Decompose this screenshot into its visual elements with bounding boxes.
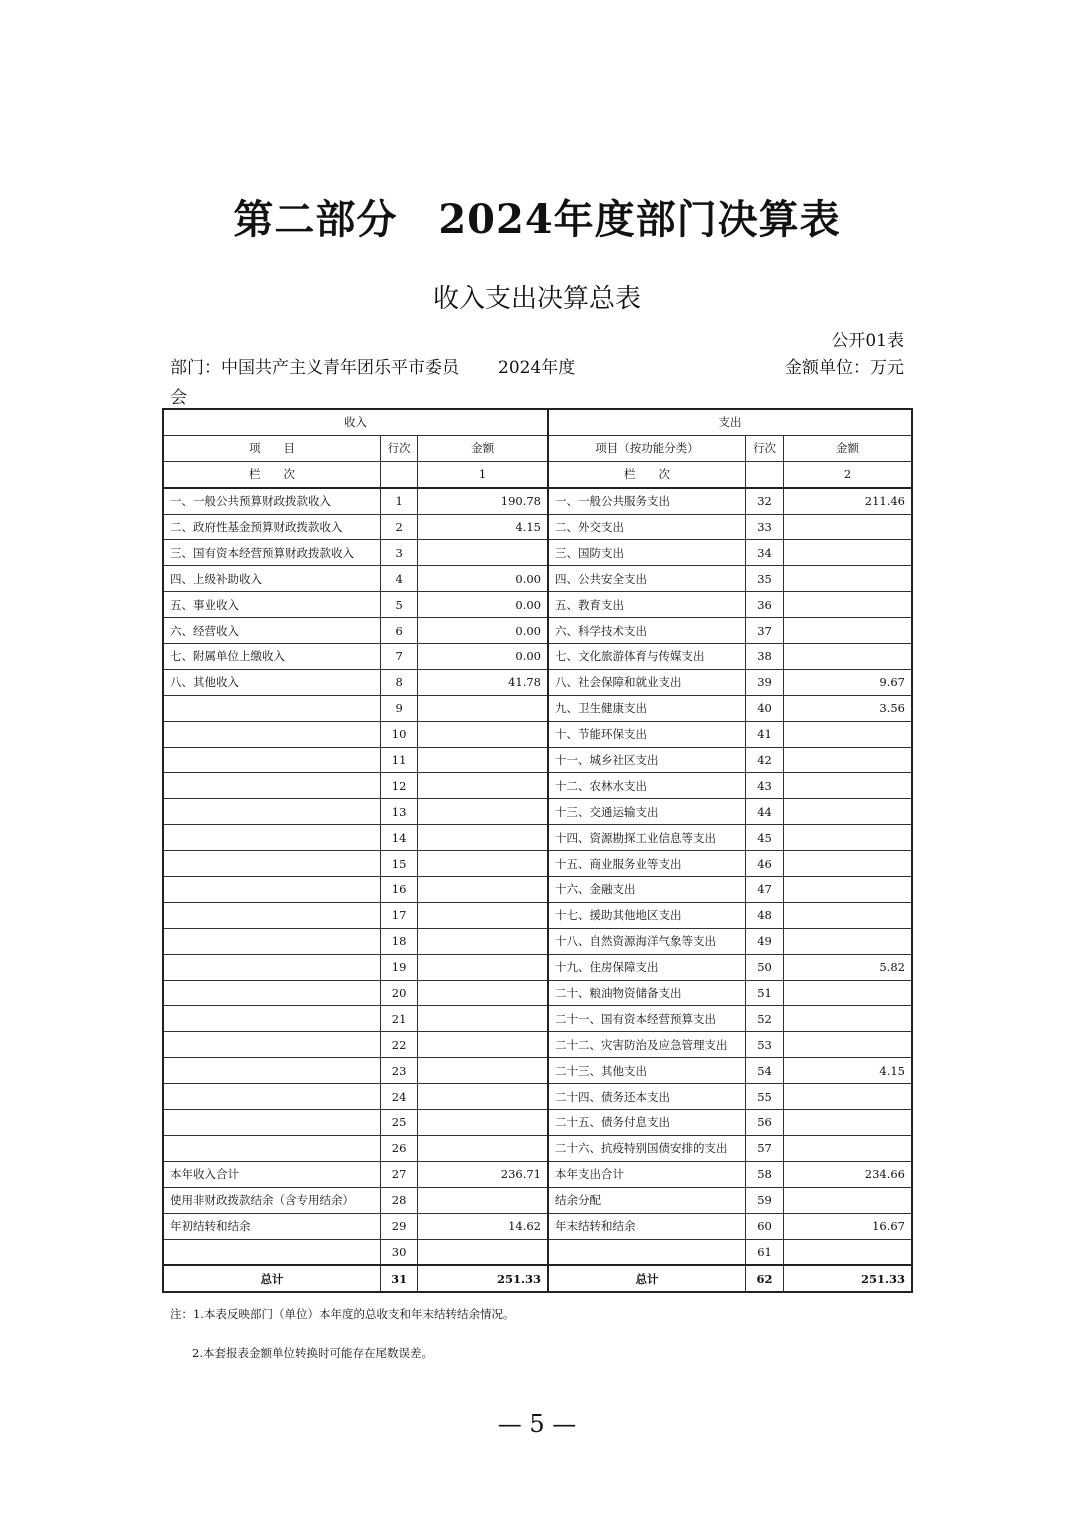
income-item: [163, 721, 381, 747]
expense-amount: [784, 825, 912, 851]
expense-row-no: 46: [746, 851, 784, 877]
income-item: [163, 980, 381, 1006]
expense-item: 八、社会保障和就业支出: [548, 669, 746, 695]
income-item: [163, 1135, 381, 1161]
income-row-no: 7: [381, 644, 418, 670]
income-item: 四、上级补助收入: [163, 566, 381, 592]
expense-item: 十一、城乡社区支出: [548, 747, 746, 773]
carry-in-amount: 14.62: [418, 1213, 548, 1239]
income-amount: 190.78: [418, 488, 548, 514]
carry-in-no: 29: [381, 1213, 418, 1239]
income-row-no: 21: [381, 1006, 418, 1032]
expense-row-no: 50: [746, 954, 784, 980]
expense-item: 十八、自然资源海洋气象等支出: [548, 928, 746, 954]
nonfiscal-row: [163, 1187, 912, 1213]
table-row: [163, 618, 912, 644]
expense-row-no: 49: [746, 928, 784, 954]
expense-row-no: 35: [746, 566, 784, 592]
expense-row-no: 48: [746, 902, 784, 928]
col-row-header: 行次: [381, 435, 418, 461]
income-row-no: 17: [381, 902, 418, 928]
income-amount: [418, 747, 548, 773]
income-amount: [418, 928, 548, 954]
income-amount: [418, 1006, 548, 1032]
income-item: [163, 902, 381, 928]
income-row-no: 26: [381, 1135, 418, 1161]
expense-amount: 4.15: [784, 1058, 912, 1084]
table-row: [163, 1032, 912, 1058]
expense-item: 二十二、灾害防治及应急管理支出: [548, 1032, 746, 1058]
grand-total-expense-amount: 251.33: [784, 1265, 912, 1292]
table-row: [163, 721, 912, 747]
income-expense-table: [162, 408, 913, 1293]
expense-amount: [784, 928, 912, 954]
expense-item: 二十五、债务付息支出: [548, 1110, 746, 1136]
table-row: [163, 540, 912, 566]
income-item: [163, 928, 381, 954]
expense-amount: [784, 1135, 912, 1161]
income-item: [163, 1006, 381, 1032]
table-row: [163, 1006, 912, 1032]
col-item-header: 项 目: [163, 435, 381, 461]
col-item-func-header: 项目（按功能分类）: [548, 435, 746, 461]
expense-row-no: 57: [746, 1135, 784, 1161]
table-row: [163, 902, 912, 928]
income-amount: [418, 1032, 548, 1058]
income-amount: [418, 825, 548, 851]
total-row: [163, 1161, 912, 1187]
income-row-no: 2: [381, 514, 418, 540]
blank-row: [163, 1239, 912, 1265]
col-amount-header: 金额: [418, 435, 548, 461]
income-item: 三、国有资本经营预算财政拨款收入: [163, 540, 381, 566]
expense-item: 七、文化旅游体育与传媒支出: [548, 644, 746, 670]
income-row-no: 3: [381, 540, 418, 566]
income-item: [163, 877, 381, 903]
expense-amount: [784, 514, 912, 540]
lanci-income-num: 1: [418, 461, 548, 487]
expense-item: 二十、粮油物资储备支出: [548, 980, 746, 1006]
income-row-no: 16: [381, 877, 418, 903]
expense-item: 十四、资源勘探工业信息等支出: [548, 825, 746, 851]
expense-row-no: 55: [746, 1084, 784, 1110]
blank-cell: [784, 1239, 912, 1265]
income-amount: [418, 1135, 548, 1161]
income-row-no: 6: [381, 618, 418, 644]
nonfiscal-no: 28: [381, 1187, 418, 1213]
income-row-no: 18: [381, 928, 418, 954]
income-amount: [418, 799, 548, 825]
expense-amount: [784, 773, 912, 799]
table-row: [163, 851, 912, 877]
income-row-no: 14: [381, 825, 418, 851]
income-item: [163, 851, 381, 877]
income-amount: 0.00: [418, 644, 548, 670]
table-row: [163, 592, 912, 618]
unit-label: 金额单位：万元: [785, 358, 904, 378]
nonfiscal-label: 使用非财政拨款结余（含专用结余）: [163, 1187, 381, 1213]
income-item: [163, 747, 381, 773]
expense-row-no: 53: [746, 1032, 784, 1058]
lanci-label: 栏 次: [163, 461, 381, 487]
table-row: [163, 825, 912, 851]
income-item: 一、一般公共预算财政拨款收入: [163, 488, 381, 514]
grand-total-expense-label: 总计: [548, 1265, 746, 1292]
expense-total-amount: 234.66: [784, 1161, 912, 1187]
carry-row: [163, 1213, 912, 1239]
table-row: [163, 799, 912, 825]
income-amount: [418, 877, 548, 903]
expense-amount: [784, 592, 912, 618]
col-row-header: 行次: [746, 435, 784, 461]
blank-cell: [548, 1239, 746, 1265]
column-header-row: [163, 435, 912, 461]
expense-row-no: 34: [746, 540, 784, 566]
income-row-no: 9: [381, 695, 418, 721]
table-header-row: [163, 409, 912, 435]
expense-row-no: 38: [746, 644, 784, 670]
expense-row-no: 32: [746, 488, 784, 514]
income-amount: [418, 851, 548, 877]
expense-item: 二、外交支出: [548, 514, 746, 540]
carry-out-label: 年末结转和结余: [548, 1213, 746, 1239]
income-item: [163, 695, 381, 721]
income-row-no: 8: [381, 669, 418, 695]
note-2: 2.本套报表金额单位转换时可能存在尾数误差。: [192, 1346, 433, 1360]
income-row-no: 22: [381, 1032, 418, 1058]
expense-row-no: 33: [746, 514, 784, 540]
blank-cell: [163, 1239, 381, 1265]
surplus-dist-no: 59: [746, 1187, 784, 1213]
expense-item: 九、卫生健康支出: [548, 695, 746, 721]
income-item: [163, 954, 381, 980]
grand-total-income-label: 总计: [163, 1265, 381, 1292]
income-total-no: 27: [381, 1161, 418, 1187]
expense-amount: [784, 902, 912, 928]
expense-row-no: 43: [746, 773, 784, 799]
income-row-no: 13: [381, 799, 418, 825]
surplus-dist-label: 结余分配: [548, 1187, 746, 1213]
expense-header: 支出: [548, 409, 912, 435]
expense-amount: [784, 799, 912, 825]
expense-item: 二十三、其他支出: [548, 1058, 746, 1084]
income-row-no: 24: [381, 1084, 418, 1110]
table-row: [163, 954, 912, 980]
income-row-no: 10: [381, 721, 418, 747]
page-number: — 5 —: [497, 1410, 577, 1438]
income-row-no: 11: [381, 747, 418, 773]
income-amount: [418, 695, 548, 721]
income-row-no: 15: [381, 851, 418, 877]
expense-item: 十七、援助其他地区支出: [548, 902, 746, 928]
table-row: [163, 695, 912, 721]
grand-total-income-amount: 251.33: [418, 1265, 548, 1292]
income-total-amount: 236.71: [418, 1161, 548, 1187]
expense-row-no: 42: [746, 747, 784, 773]
income-amount: [418, 1084, 548, 1110]
income-item: [163, 773, 381, 799]
lanci-empty: [381, 461, 418, 487]
table-row: [163, 877, 912, 903]
expense-amount: [784, 980, 912, 1006]
expense-row-no: 47: [746, 877, 784, 903]
expense-row-no: 45: [746, 825, 784, 851]
expense-item: 十六、金融支出: [548, 877, 746, 903]
income-item: 六、经营收入: [163, 618, 381, 644]
expense-item: 十三、交通运输支出: [548, 799, 746, 825]
expense-item: 二十一、国有资本经营预算支出: [548, 1006, 746, 1032]
income-item: 五、事业收入: [163, 592, 381, 618]
income-item: [163, 799, 381, 825]
surplus-dist-amount: [784, 1187, 912, 1213]
income-amount: 0.00: [418, 592, 548, 618]
table-row: [163, 488, 912, 514]
grand-total-income-no: 31: [381, 1265, 418, 1292]
expense-row-no: 52: [746, 1006, 784, 1032]
table-row: [163, 669, 912, 695]
expense-row-no: 54: [746, 1058, 784, 1084]
table-row: [163, 566, 912, 592]
income-item: [163, 825, 381, 851]
blank-cell: [418, 1239, 548, 1265]
expense-item: 六、科学技术支出: [548, 618, 746, 644]
col-amount-header: 金额: [784, 435, 912, 461]
expense-row-no: 39: [746, 669, 784, 695]
income-item: 二、政府性基金预算财政拨款收入: [163, 514, 381, 540]
grand-total-row: [163, 1265, 912, 1292]
note-1: 注：1.本表反映部门（单位）本年度的总收支和年末结转结余情况。: [170, 1307, 515, 1321]
income-row-no: 25: [381, 1110, 418, 1136]
income-amount: [418, 1058, 548, 1084]
expense-row-no: 41: [746, 721, 784, 747]
carry-out-no: 60: [746, 1213, 784, 1239]
expense-row-no: 51: [746, 980, 784, 1006]
income-amount: [418, 773, 548, 799]
income-item: 七、附属单位上缴收入: [163, 644, 381, 670]
expense-item: 十九、住房保障支出: [548, 954, 746, 980]
income-amount: 0.00: [418, 618, 548, 644]
expense-amount: [784, 747, 912, 773]
expense-amount: 5.82: [784, 954, 912, 980]
expense-amount: [784, 540, 912, 566]
income-row-no: 4: [381, 566, 418, 592]
form-number: 公开01表: [831, 331, 904, 351]
expense-item: 十二、农林水支出: [548, 773, 746, 799]
table-row: [163, 1084, 912, 1110]
table-row: [163, 747, 912, 773]
income-row-no: 19: [381, 954, 418, 980]
expense-amount: [784, 644, 912, 670]
expense-item: 十五、商业服务业等支出: [548, 851, 746, 877]
expense-amount: [784, 566, 912, 592]
expense-amount: [784, 1110, 912, 1136]
sub-title: 收入支出决算总表: [432, 284, 641, 314]
table-row: [163, 773, 912, 799]
lanci-row: [163, 461, 912, 487]
table-row: [163, 1110, 912, 1136]
carry-out-amount: 16.67: [784, 1213, 912, 1239]
expense-row-no: 40: [746, 695, 784, 721]
income-item: [163, 1032, 381, 1058]
main-title: 第二部分 2024年度部门决算表: [233, 196, 841, 243]
income-amount: [418, 721, 548, 747]
expense-amount: [784, 721, 912, 747]
lanci-empty: [746, 461, 784, 487]
expense-amount: 3.56: [784, 695, 912, 721]
expense-row-no: 56: [746, 1110, 784, 1136]
income-amount: 41.78: [418, 669, 548, 695]
expense-amount: [784, 1006, 912, 1032]
income-amount: 0.00: [418, 566, 548, 592]
expense-row-no: 37: [746, 618, 784, 644]
expense-item: 二十四、债务还本支出: [548, 1084, 746, 1110]
nonfiscal-amount: [418, 1187, 548, 1213]
table-row: [163, 928, 912, 954]
expense-item: 三、国防支出: [548, 540, 746, 566]
expense-amount: [784, 1032, 912, 1058]
income-total-label: 本年收入合计: [163, 1161, 381, 1187]
blank-ex-no: 61: [746, 1239, 784, 1265]
income-row-no: 20: [381, 980, 418, 1006]
expense-amount: [784, 877, 912, 903]
blank-in-no: 30: [381, 1239, 418, 1265]
income-amount: 4.15: [418, 514, 548, 540]
income-row-no: 12: [381, 773, 418, 799]
expense-total-no: 58: [746, 1161, 784, 1187]
income-header: 收入: [163, 409, 548, 435]
department-label: 部门：中国共产主义青年团乐平市委员会: [170, 358, 459, 408]
table-row: [163, 1058, 912, 1084]
expense-amount: 9.67: [784, 669, 912, 695]
expense-row-no: 44: [746, 799, 784, 825]
grand-total-expense-no: 62: [746, 1265, 784, 1292]
income-amount: [418, 540, 548, 566]
income-row-no: 5: [381, 592, 418, 618]
expense-amount: 211.46: [784, 488, 912, 514]
expense-amount: [784, 618, 912, 644]
income-item: [163, 1084, 381, 1110]
income-amount: [418, 954, 548, 980]
income-amount: [418, 902, 548, 928]
table-row: [163, 1135, 912, 1161]
carry-in-label: 年初结转和结余: [163, 1213, 381, 1239]
expense-amount: [784, 1084, 912, 1110]
expense-row-no: 36: [746, 592, 784, 618]
income-amount: [418, 980, 548, 1006]
table-row: [163, 980, 912, 1006]
income-amount: [418, 1110, 548, 1136]
income-row-no: 23: [381, 1058, 418, 1084]
table-row: [163, 514, 912, 540]
year-label: 2024年度: [498, 358, 576, 378]
income-item: [163, 1110, 381, 1136]
expense-item: 十、节能环保支出: [548, 721, 746, 747]
table-row: [163, 644, 912, 670]
expense-amount: [784, 851, 912, 877]
expense-total-label: 本年支出合计: [548, 1161, 746, 1187]
expense-item: 二十六、抗疫特别国债安排的支出: [548, 1135, 746, 1161]
expense-item: 四、公共安全支出: [548, 566, 746, 592]
income-row-no: 1: [381, 488, 418, 514]
income-item: [163, 1058, 381, 1084]
expense-item: 一、一般公共服务支出: [548, 488, 746, 514]
lanci-expense-num: 2: [784, 461, 912, 487]
expense-item: 五、教育支出: [548, 592, 746, 618]
lanci-label: 栏 次: [548, 461, 746, 487]
income-item: 八、其他收入: [163, 669, 381, 695]
